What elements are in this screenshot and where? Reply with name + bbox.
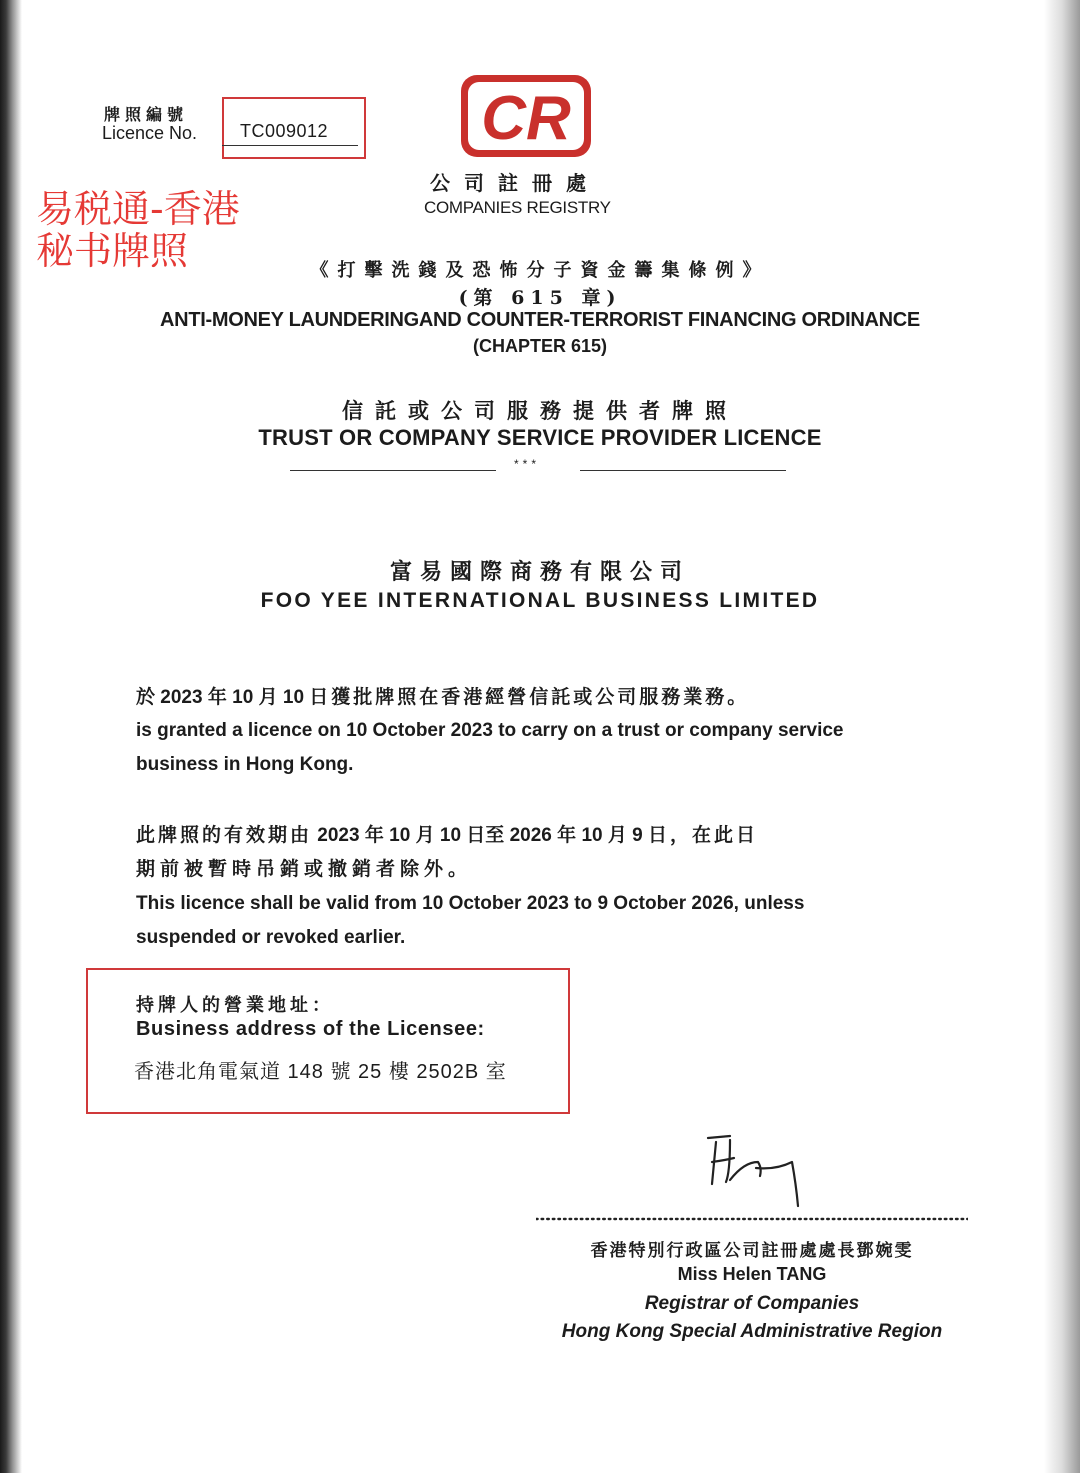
grant-month: 10 bbox=[232, 687, 254, 708]
watermark-line-2: 秘书牌照 bbox=[36, 229, 189, 273]
licence-number-underline bbox=[222, 145, 358, 146]
signature-dotted-line bbox=[536, 1212, 968, 1226]
licence-label-en: Licence No. bbox=[102, 123, 198, 143]
validity-from-month: 10 bbox=[389, 825, 411, 846]
licence-title-zh: 信託或公司服務提供者牌照 bbox=[342, 398, 738, 423]
company-name-en: FOO YEE INTERNATIONAL BUSINESS LIMITED bbox=[260, 589, 820, 612]
registrar-signature bbox=[700, 1132, 810, 1212]
registry-name-en: COMPANIES REGISTRY bbox=[424, 198, 611, 217]
grant-year: 2023 bbox=[160, 687, 203, 708]
registrar-title-en: Registrar of Companies bbox=[644, 1293, 860, 1314]
address-highlight-box bbox=[86, 968, 570, 1114]
licence-number: TC009012 bbox=[240, 121, 329, 141]
validity-year-unit-2: 年 bbox=[557, 824, 577, 846]
validity-day-to: 日至 bbox=[466, 824, 505, 846]
watermark-line-1: 易税通-香港 bbox=[36, 187, 240, 231]
validity-year-unit: 年 bbox=[364, 824, 384, 846]
validity-month-unit-2: 月 bbox=[607, 824, 627, 846]
grant-line-zh bbox=[136, 680, 936, 715]
validity-zh-part-1: 此牌照的有效期由 bbox=[136, 824, 313, 846]
ordinance-chapter-en: (CHAPTER 615) bbox=[472, 336, 608, 356]
address-label-en: Business address of the Licensee: bbox=[136, 1018, 485, 1040]
validity-to-month: 10 bbox=[581, 825, 603, 846]
companies-registry-logo bbox=[459, 73, 593, 159]
scan-right-edge bbox=[1044, 0, 1080, 1473]
validity-from-day: 10 bbox=[439, 825, 462, 846]
validity-line-zh-1 bbox=[136, 818, 936, 853]
separator-stars: *** bbox=[514, 457, 541, 471]
grant-zh-prefix: 於 bbox=[136, 686, 156, 708]
separator-rule-left bbox=[290, 470, 496, 471]
validity-from-year: 2023 bbox=[317, 825, 360, 846]
grant-day: 10 bbox=[282, 687, 305, 708]
validity-to-year: 2026 bbox=[509, 825, 552, 846]
registrar-name: Miss Helen TANG bbox=[677, 1264, 827, 1284]
ordinance-chapter-zh: (第 615 章) bbox=[458, 287, 622, 309]
validity-en-line-1: This licence shall be valid from 10 October 2023 to 9 October 2026, unless bbox=[136, 893, 805, 914]
licence-label-zh: 牌照編號 bbox=[104, 105, 189, 124]
registrar-region-en: Hong Kong Special Administrative Region bbox=[561, 1321, 943, 1342]
registry-name-zh: 公司註冊處 bbox=[430, 171, 600, 195]
scan-left-edge bbox=[0, 0, 22, 1473]
validity-en-line-2: suspended or revoked earlier. bbox=[136, 927, 406, 948]
validity-line-zh-2: 期前被暫時吊銷或撤銷者除外。 bbox=[136, 858, 473, 880]
ordinance-title-zh: 《打擊洗錢及恐怖分子資金籌集條例》 bbox=[310, 260, 770, 281]
grant-en-line-1: is granted a licence on 10 October 2023 to carry on a trust or company service bbox=[136, 720, 844, 741]
grant-month-unit: 月 bbox=[258, 686, 278, 708]
validity-zh-part-2: 日，在此日 bbox=[648, 824, 759, 846]
grant-year-unit: 年 bbox=[207, 686, 227, 708]
business-address: 香港北角電氣道 148 號 25 樓 2502B 室 bbox=[134, 1061, 507, 1083]
validity-month-unit: 月 bbox=[415, 824, 435, 846]
logo-text: CR bbox=[481, 84, 571, 153]
grant-en-line-2: business in Hong Kong. bbox=[136, 754, 354, 775]
address-label-zh: 持牌人的營業地址： bbox=[136, 995, 334, 1016]
grant-zh-suffix: 日獲批牌照在香港經營信託或公司服務業務。 bbox=[309, 686, 750, 708]
validity-to-day: 9 bbox=[632, 825, 643, 846]
registrar-title-zh: 香港特別行政區公司註冊處處長鄧婉雯 bbox=[590, 1241, 914, 1261]
licence-title-en: TRUST OR COMPANY SERVICE PROVIDER LICENCE bbox=[258, 425, 822, 450]
company-name-zh: 富易國際商務有限公司 bbox=[389, 559, 690, 585]
ordinance-title-en: ANTI-MONEY LAUNDERINGAND COUNTER-TERRORIST FINANCING ORDINANCE bbox=[160, 309, 920, 331]
separator-rule-right bbox=[580, 470, 786, 471]
